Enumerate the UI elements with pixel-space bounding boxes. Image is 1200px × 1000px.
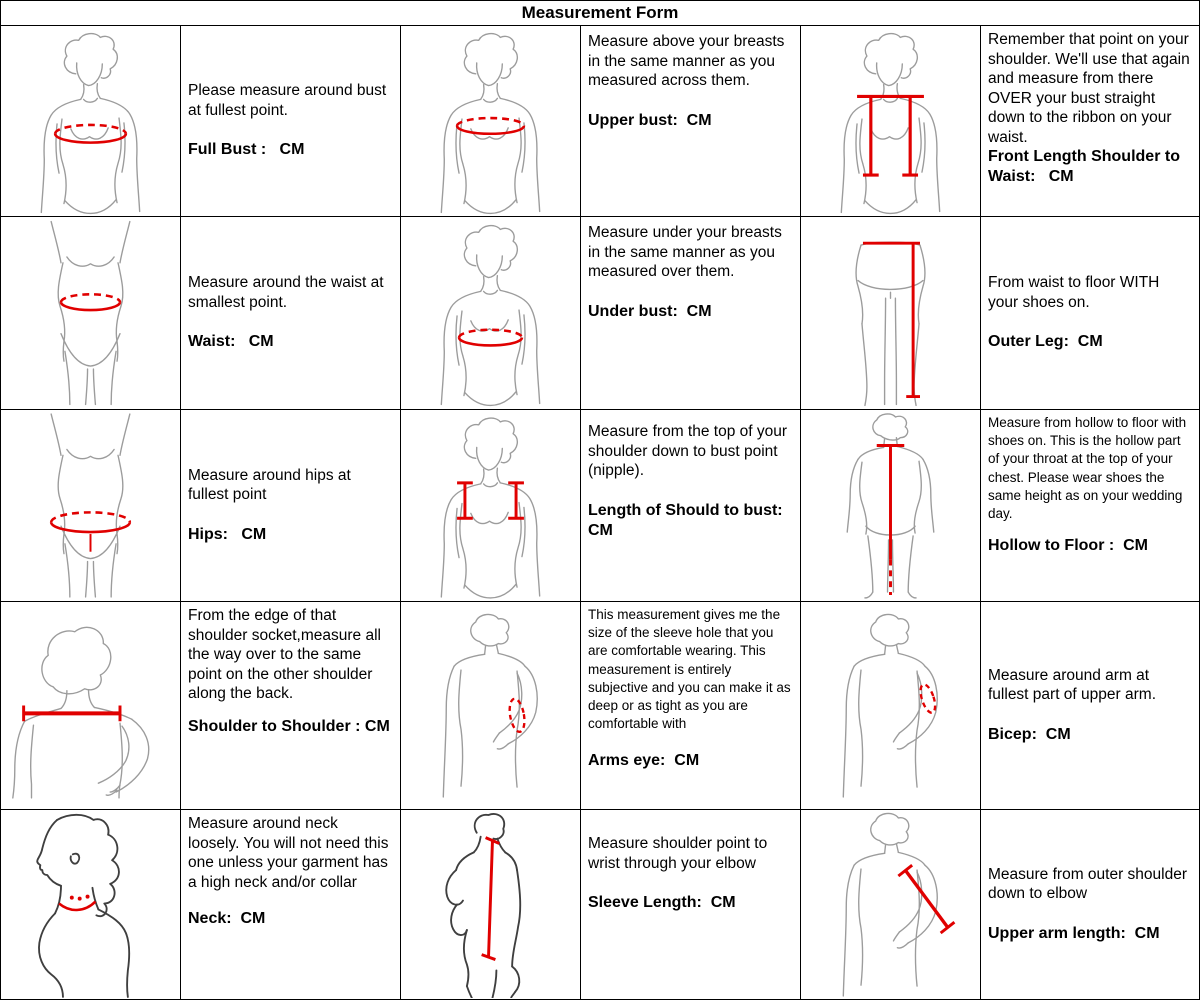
page-title: Measurement Form (521, 3, 679, 22)
shoulder-to-shoulder-cell (181, 601, 401, 809)
instruction-text: Measure from hollow to floor with shoes on. This is the hollow part of your throat at the top of your chest. Please wear shoes the same height as on your wedding day. (988, 415, 1187, 522)
measurement-label: Hips: CM (188, 525, 267, 543)
instruction-text: Remember that point on your shoulder. We'll use that again and measure from there OVER your bust straight down to the ribbon on your waist. (988, 31, 1190, 146)
hollow-to-floor-cell (981, 409, 1199, 601)
measurement-label: Outer Leg: CM (988, 333, 1103, 351)
waist-cell (181, 216, 401, 409)
waist-figure (1, 216, 181, 409)
front-length-cell (981, 25, 1199, 216)
shoulder-to-bust-figure (401, 409, 581, 601)
front-length-figure (801, 25, 981, 216)
full-bust-figure (1, 25, 181, 216)
sleeve-length-cell (581, 809, 801, 999)
measure-mark (55, 125, 126, 143)
measure-mark (457, 118, 524, 134)
measure-mark (918, 683, 938, 715)
under-bust-cell (581, 216, 801, 409)
instruction-text: Please measure around bust at fullest point. (188, 82, 387, 119)
measure-mark (459, 330, 522, 346)
measurement-label: Upper bust: CM (588, 111, 712, 129)
arms-eye-figure (401, 601, 581, 809)
measurement-label: Upper arm length: CM (988, 924, 1160, 942)
instruction-text: From the edge of that shoulder socket,measure all the way over to the same point on the other shoulder along the back. (188, 607, 381, 703)
instruction-text: Measure above your breasts in the same manner as you measured across them. (588, 33, 785, 90)
measurement-label: Neck: CM (188, 910, 266, 928)
arms-eye-cell (581, 601, 801, 809)
measurement-label: Bicep: CM (988, 725, 1071, 743)
measurement-label: Shoulder to Shoulder : CM (188, 717, 390, 735)
outer-leg-cell (981, 216, 1199, 409)
measure-mark (877, 446, 905, 595)
instruction-text: Measure from outer shoulder down to elbow (988, 865, 1188, 903)
measurement-label: Under bust: CM (588, 302, 712, 320)
shoulder-to-shoulder-figure (1, 601, 181, 809)
measurement-label: Front Length Shoulder to Waist: CM (988, 148, 1185, 186)
shoulder-to-bust-cell (581, 409, 801, 601)
measurement-label: Hollow to Floor : CM (988, 537, 1148, 555)
measurement-label: Sleeve Length: CM (588, 894, 736, 912)
bicep-figure (801, 601, 981, 809)
measure-mark (482, 838, 500, 960)
measure-mark (59, 895, 95, 910)
measurement-label: Waist: CM (188, 333, 274, 351)
upper-arm-length-figure (801, 809, 981, 999)
bicep-cell (981, 601, 1199, 809)
hips-figure (1, 409, 181, 601)
measure-mark (24, 706, 120, 722)
measure-mark (863, 243, 920, 396)
measure-mark (857, 96, 924, 175)
under-bust-figure (401, 216, 581, 409)
instruction-text: Measure around the waist at smallest point. (188, 274, 384, 311)
measurement-label: Full Bust : CM (188, 141, 305, 159)
hollow-to-floor-figure (801, 409, 981, 601)
measure-mark (898, 865, 954, 933)
neck-figure (1, 809, 181, 999)
sleeve-length-figure (401, 809, 581, 999)
instruction-text: Measure around hips at fullest point (188, 466, 351, 504)
instruction-text: This measurement gives me the size of the sleeve hole that you are comfortable wearing. This measurement is entirely subjective and you can make it as deep or as tight as you are comfortable with (588, 607, 791, 732)
instruction-text: Measure under your breasts in the same manner as you measured over them. (588, 224, 782, 281)
upper-bust-cell (581, 25, 801, 216)
full-bust-cell (181, 25, 401, 216)
instruction-text: Measure around arm at fullest part of upper arm. (988, 666, 1156, 704)
outer-leg-figure (801, 216, 981, 409)
upper-bust-figure (401, 25, 581, 216)
instruction-text: Measure from the top of your shoulder down to bust point (nipple). (588, 423, 788, 480)
measurement-label: Length of Should to bust: CM (588, 501, 792, 539)
measure-mark (61, 294, 120, 310)
instruction-text: From waist to floor WITH your shoes on. (988, 274, 1160, 311)
instruction-text: Measure shoulder point to wrist through your elbow (588, 835, 768, 872)
measurement-label: Arms eye: CM (588, 751, 700, 769)
upper-arm-length-cell (981, 809, 1199, 999)
neck-cell (181, 809, 401, 999)
instruction-text: Measure around neck loosely. You will not need this one unless your garment has a high neck and/or collar (188, 815, 389, 891)
hips-cell (181, 409, 401, 601)
